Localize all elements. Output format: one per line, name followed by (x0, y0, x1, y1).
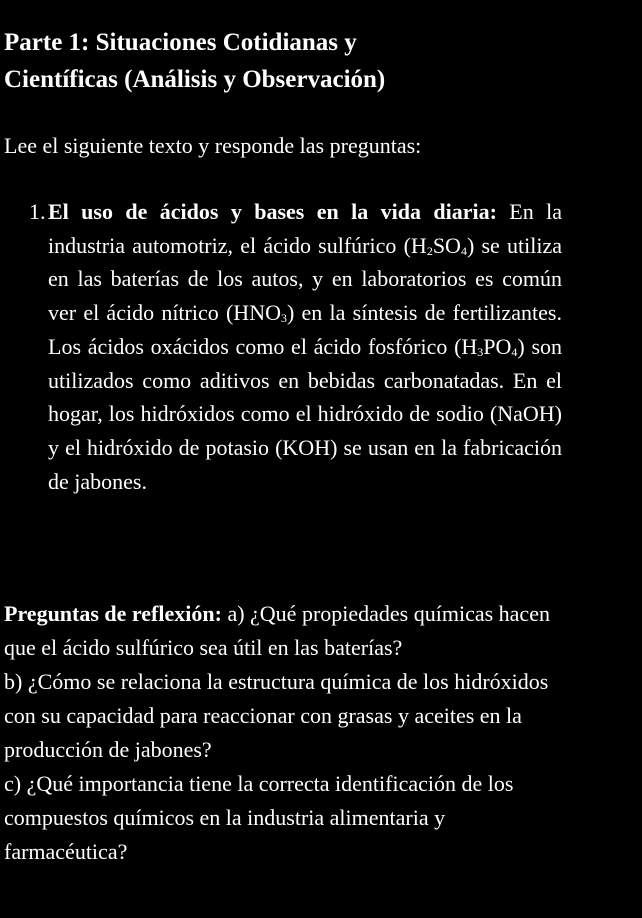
item-text-e: PO (483, 333, 512, 359)
reflection-questions (4, 597, 564, 869)
item-text-f: ) son utilizados como aditivos en bebidas carbonatadas. En el hogar, los hidróxidos como el hidróxido de sodio (NaOH) y el hidróxido de potasio (KOH) se usan en la fabricación de jabones. (48, 333, 563, 494)
list-item-number: 1. (29, 199, 46, 224)
subscript: 4 (460, 243, 467, 258)
item-text-d: ) en la síntesis de fertilizantes. Los ácidos oxácidos como el ácido fosfórico (H (48, 300, 562, 359)
list-item-heading: El uso de ácidos y bases en la vida diaria: (48, 199, 497, 224)
subscript: 3 (280, 311, 287, 326)
questions-heading: Preguntas de reflexión: (4, 601, 222, 626)
intro-text: Lee el siguiente texto y responde las preguntas: (4, 133, 422, 158)
subscript: 2 (426, 243, 433, 258)
question-c: c) ¿Qué importancia tiene la correcta identificación de los compuestos químicos en la industria alimentaria y farmacéutica? (4, 771, 514, 864)
item-text-a: En la industria automotriz, el ácido sulfúrico (H (48, 199, 563, 258)
list-item (29, 195, 563, 498)
question-a-text: a) ¿Qué propiedades químicas hacen que el ácido sulfúrico sea útil en las baterías? (4, 601, 550, 660)
item-text-c: ) se utiliza en las baterías de los autos, y en laboratorios es común ver el ácido nítrico (HNO (48, 232, 562, 326)
title-line-1: Parte 1: Situaciones Cotidianas y (4, 29, 357, 56)
subscript: 4 (511, 344, 518, 359)
question-b: b) ¿Cómo se relaciona la estructura química de los hidróxidos con su capacidad para reaccionar con grasas y aceites en la producción de jabones? (4, 669, 549, 762)
subscript: 3 (477, 344, 484, 359)
question-a (4, 597, 564, 665)
item-text-b: SO (432, 232, 461, 258)
title-line-2: Científicas (Análisis y Observación) (4, 66, 386, 93)
page-title (4, 24, 624, 98)
